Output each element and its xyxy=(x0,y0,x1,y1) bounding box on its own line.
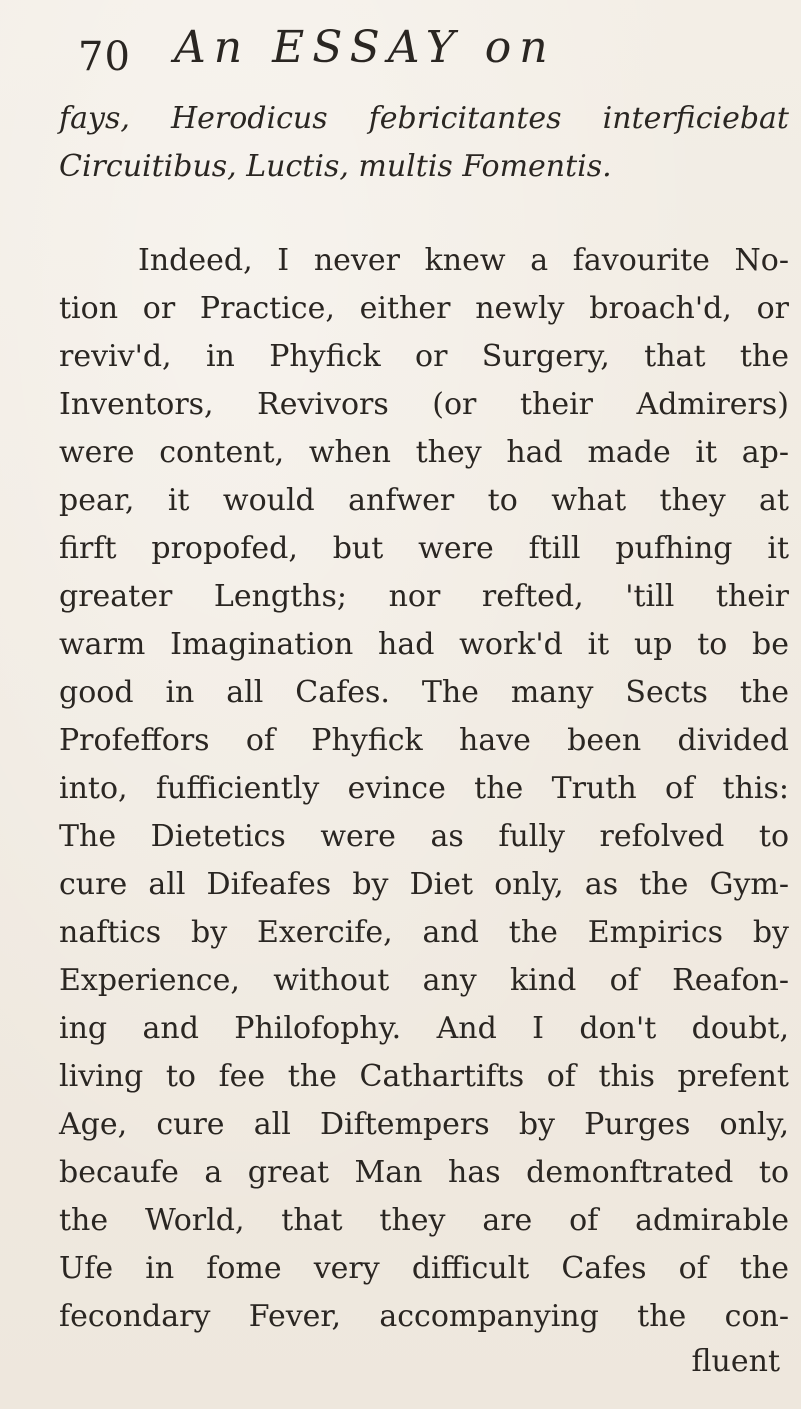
text-line: Indeed, I never knew a favourite No- xyxy=(138,243,789,278)
text-line: good in all Cafes. The many Sects the xyxy=(59,675,789,710)
page-number: 70 xyxy=(78,34,131,80)
text-line: firft propofed, but were ftill pufhing it xyxy=(59,531,789,566)
text-line: Circuitibus, Luctis, multis Fomentis. xyxy=(59,149,612,184)
text-line: Inventors, Revivors (or their Admirers) xyxy=(59,387,789,422)
text-line: becaufe a great Man has demonftrated to xyxy=(59,1155,789,1190)
text-line: fays, Herodicus febricitantes interficiebat xyxy=(59,101,789,136)
running-title: An ESSAY on xyxy=(174,22,556,73)
text-line: tion or Practice, either newly broach'd, or xyxy=(59,291,789,326)
text-line: naftics by Exercife, and the Empirics by xyxy=(59,915,789,950)
text-line: were content, when they had made it ap- xyxy=(59,435,789,470)
text-line: cure all Difeafes by Diet only, as the Gym- xyxy=(59,867,789,902)
text-line: ing and Philofophy. And I don't doubt, xyxy=(59,1011,789,1046)
text-line: Ufe in fome very difficult Cafes of the xyxy=(59,1251,789,1286)
text-line: Experience, without any kind of Reafon- xyxy=(59,963,789,998)
text-line: reviv'd, in Phyfick or Surgery, that the xyxy=(59,339,789,374)
text-line: fecondary Fever, accompanying the con- xyxy=(59,1299,789,1334)
text-line: Age, cure all Diftempers by Purges only, xyxy=(59,1107,789,1142)
text-line: the World, that they are of admirable xyxy=(59,1203,789,1238)
text-line: into, fufficiently evince the Truth of this: xyxy=(59,771,789,806)
text-line: The Dietetics were as fully refolved to xyxy=(59,819,789,854)
text-line: greater Lengths; nor refted, 'till their xyxy=(59,579,789,614)
text-line: living to fee the Cathartifts of this prefent xyxy=(59,1059,789,1094)
text-line: Profeffors of Phyfick have been divided xyxy=(59,723,789,758)
text-line: pear, it would anfwer to what they at xyxy=(59,483,789,518)
catchword: fluent xyxy=(691,1344,780,1379)
text-line: warm Imagination had work'd it up to be xyxy=(59,627,789,662)
